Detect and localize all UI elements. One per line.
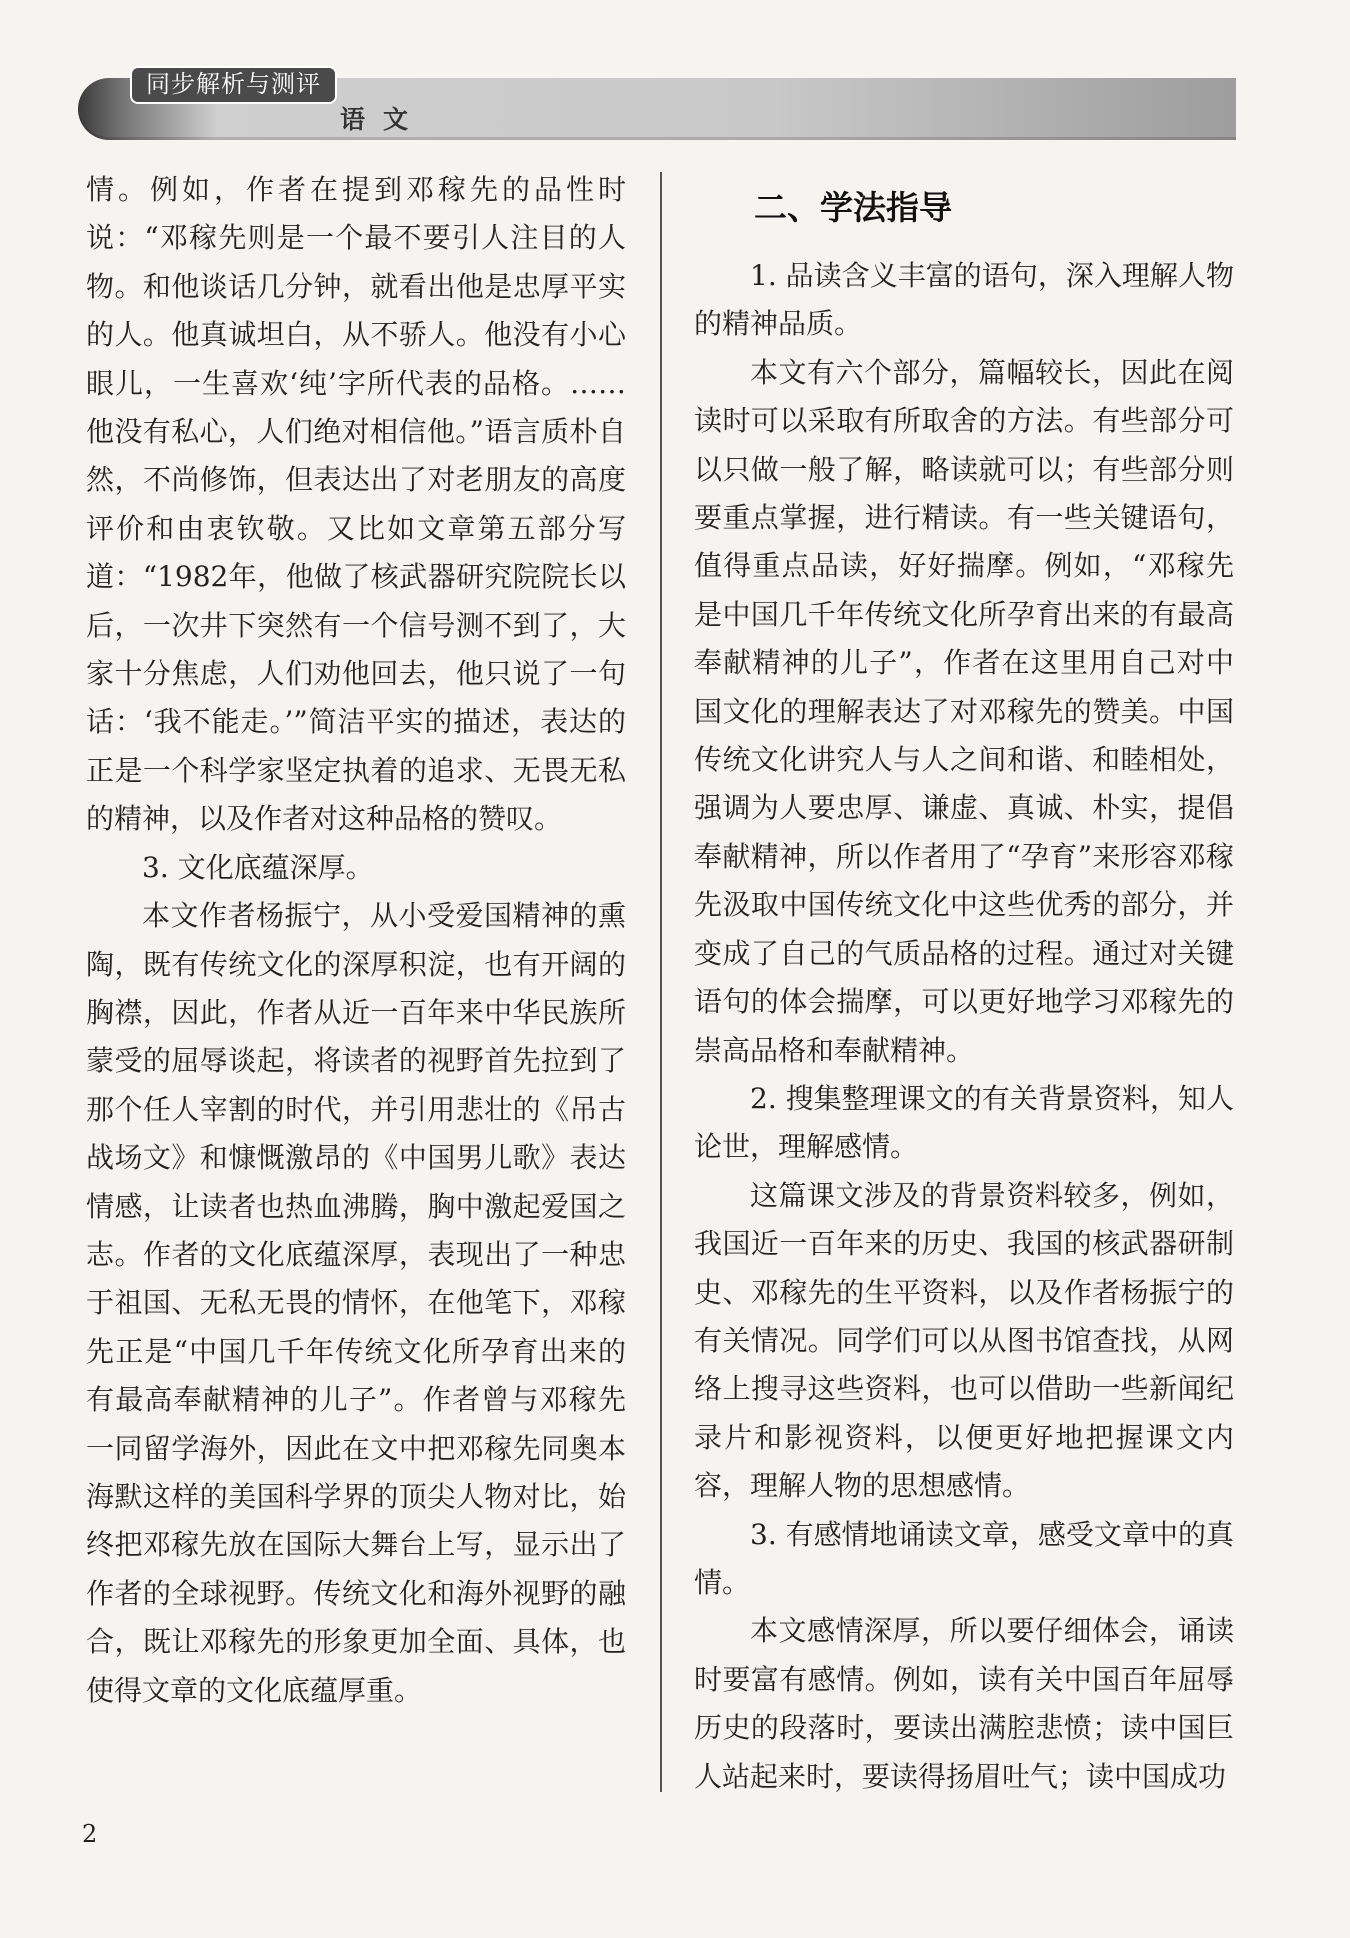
paragraph: 本文感情深厚，所以要仔细体会，诵读时要富有感情。例如，读有关中国百年屈辱历史的段落时，要读出满腔悲愤；读中国巨人站起来时，要读得扬眉吐气；读中国成功 xyxy=(694,1614,1234,1793)
list-heading: 2. 搜集整理课文的有关背景资料，知人论世，理解感情。 xyxy=(694,1081,1234,1164)
right-column xyxy=(694,166,1234,1801)
paragraph: 本文有六个部分，篇幅较长，因此在阅读时可以采取有所取舍的方法。有些部分可以只做一般了解，略读就可以；有些部分则要重点掌握，进行精读。有一些关键语句，值得重点品读，好好揣摩。例如，“邓稼先是中国几千年传统文化所孕育出来的有最高奉献精神的儿子”，作者在这里用自己对中国文化的理解表达了对邓稼先的赞美。中国传统文化讲究人与人之间和谐、和睦相处，强调为人要忠厚、谦虚、真诚、朴实，提倡奉献精神，所以作者用了“孕育”来形容邓稼先汲取中国传统文化中这些优秀的部分，并变成了自己的气质品格的过程。通过对关键语句的体会揣摩，可以更好地学习邓稼先的崇高品格和奉献精神。 xyxy=(694,355,1234,1067)
book-series-tag: 同步解析与测评 xyxy=(130,66,337,104)
list-heading: 1. 品读含义丰富的语句，深入理解人物的精神品质。 xyxy=(694,259,1234,341)
paragraph: 情。例如，作者在提到邓稼先的品性时说：“邓稼先则是一个最不要引人注目的人物。和他谈话几分钟，就看出他是忠厚平实的人。他真诚坦白，从不骄人。他没有小心眼儿，一生喜欢‘纯’字所代表的品格。……他没有私心，人们绝对相信他。”语言质朴自然，不尚修饰，但表达出了对老朋友的高度评价和由衷钦敬。又比如文章第五部分写道：“1982年，他做了核武器研究院院长以后，一次井下突然有一个信号测不到了，大家十分焦虑，人们劝他回去，他只说了一句话：‘我不能走。’”简洁平实的描述，表达的正是一个科学家坚定执着的追求、无畏无私的精神，以及作者对这种品格的赞叹。 xyxy=(86,173,626,836)
list-heading: 3. 有感情地诵读文章，感受文章中的真情。 xyxy=(694,1517,1234,1599)
paragraph: 本文作者杨振宁，从小受爱国精神的熏陶，既有传统文化的深厚积淀，也有开阔的胸襟，因此，作者从近一百年来中华民族所蒙受的屈辱谈起，将读者的视野首先拉到了那个任人宰割的时代，并引用悲壮的《吊古战场文》和慷慨激昂的《中国男儿歌》表达情感，让读者也热血沸腾，胸中激起爱国之志。作者的文化底蕴深厚，表现出了一种忠于祖国、无私无畏的情怀，在他笔下，邓稼先正是“中国几千年传统文化所孕育出来的有最高奉献精神的儿子”。作者曾与邓稼先一同留学海外，因此在文中把邓稼先同奥本海默这样的美国科学界的顶尖人物对比，始终把邓稼先放在国际大舞台上写，显示出了作者的全球视野。传统文化和海外视野的融合，既让邓稼先的形象更加全面、具体，也使得文章的文化底蕴厚重。 xyxy=(86,899,626,1707)
column-divider xyxy=(660,172,662,1792)
section-title: 二、学法指导 xyxy=(754,188,952,227)
subject-label: 语文 xyxy=(340,105,427,134)
page-number: 2 xyxy=(82,1820,98,1848)
left-column xyxy=(86,166,626,1715)
paragraph: 这篇课文涉及的背景资料较多，例如，我国近一百年来的历史、我国的核武器研制史、邓稼先的生平资料，以及作者杨振宁的有关情况。同学们可以从图书馆查找，从网络上搜寻这些资料，也可以借助一些新闻纪录片和影视资料，以便更好地把握课文内容，理解人物的思想感情。 xyxy=(694,1178,1234,1503)
list-heading: 3. 文化底蕴深厚。 xyxy=(142,850,374,884)
